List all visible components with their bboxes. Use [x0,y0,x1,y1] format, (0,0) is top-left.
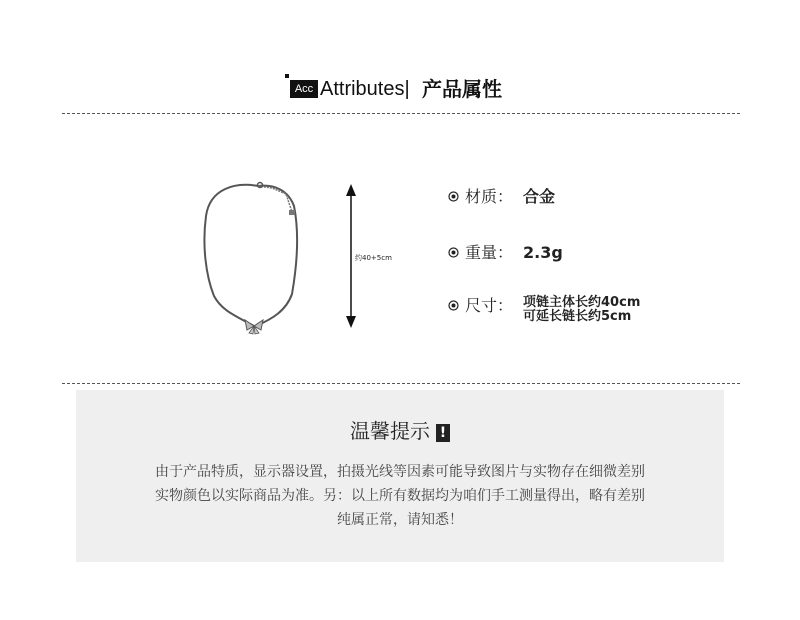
notice-line: 实物颜色以实际商品为准。另：以上所有数据均为咱们手工测量得出，略有差别 [155,488,645,504]
dashed-divider-top [62,113,740,114]
acc-badge: Acc [290,80,318,98]
spec-size-values [523,296,640,324]
size-annotation: 约40+5cm [355,254,392,262]
notice-body [76,460,724,532]
notice-heading [76,418,724,444]
target-bullet-icon [448,247,459,258]
spec-size-extension: 可延长链长约5cm [523,309,632,324]
section-header [0,72,800,108]
attributes-heading: Attributes| [320,78,410,100]
spec-material-value: 合金 [523,187,556,206]
spec-size-label: 尺寸： [465,296,514,315]
notice-panel [76,390,724,562]
target-bullet-icon [448,300,459,311]
dashed-divider-bottom [62,383,740,384]
header-dot [285,74,289,78]
spec-weight [448,243,563,263]
exclamation-icon: ! [436,424,450,442]
necklace-image [196,176,316,346]
spec-material-label: 材质： [465,187,514,206]
product-attributes-title: 产品属性 [422,77,502,101]
target-bullet-icon [448,191,459,202]
notice-line: 由于产品特质，显示器设置，拍摄光线等因素可能导致图片与实物存在细微差别 [155,464,645,480]
spec-size [448,296,640,324]
notice-title-text: 温馨提示 [350,419,430,443]
notice-line: 纯属正常，请知悉！ [337,512,463,528]
spec-weight-label: 重量： [465,243,514,262]
spec-material [448,187,555,207]
spec-size-main: 项链主体长约40cm [523,295,641,310]
spec-weight-value: 2.3g [523,243,563,262]
